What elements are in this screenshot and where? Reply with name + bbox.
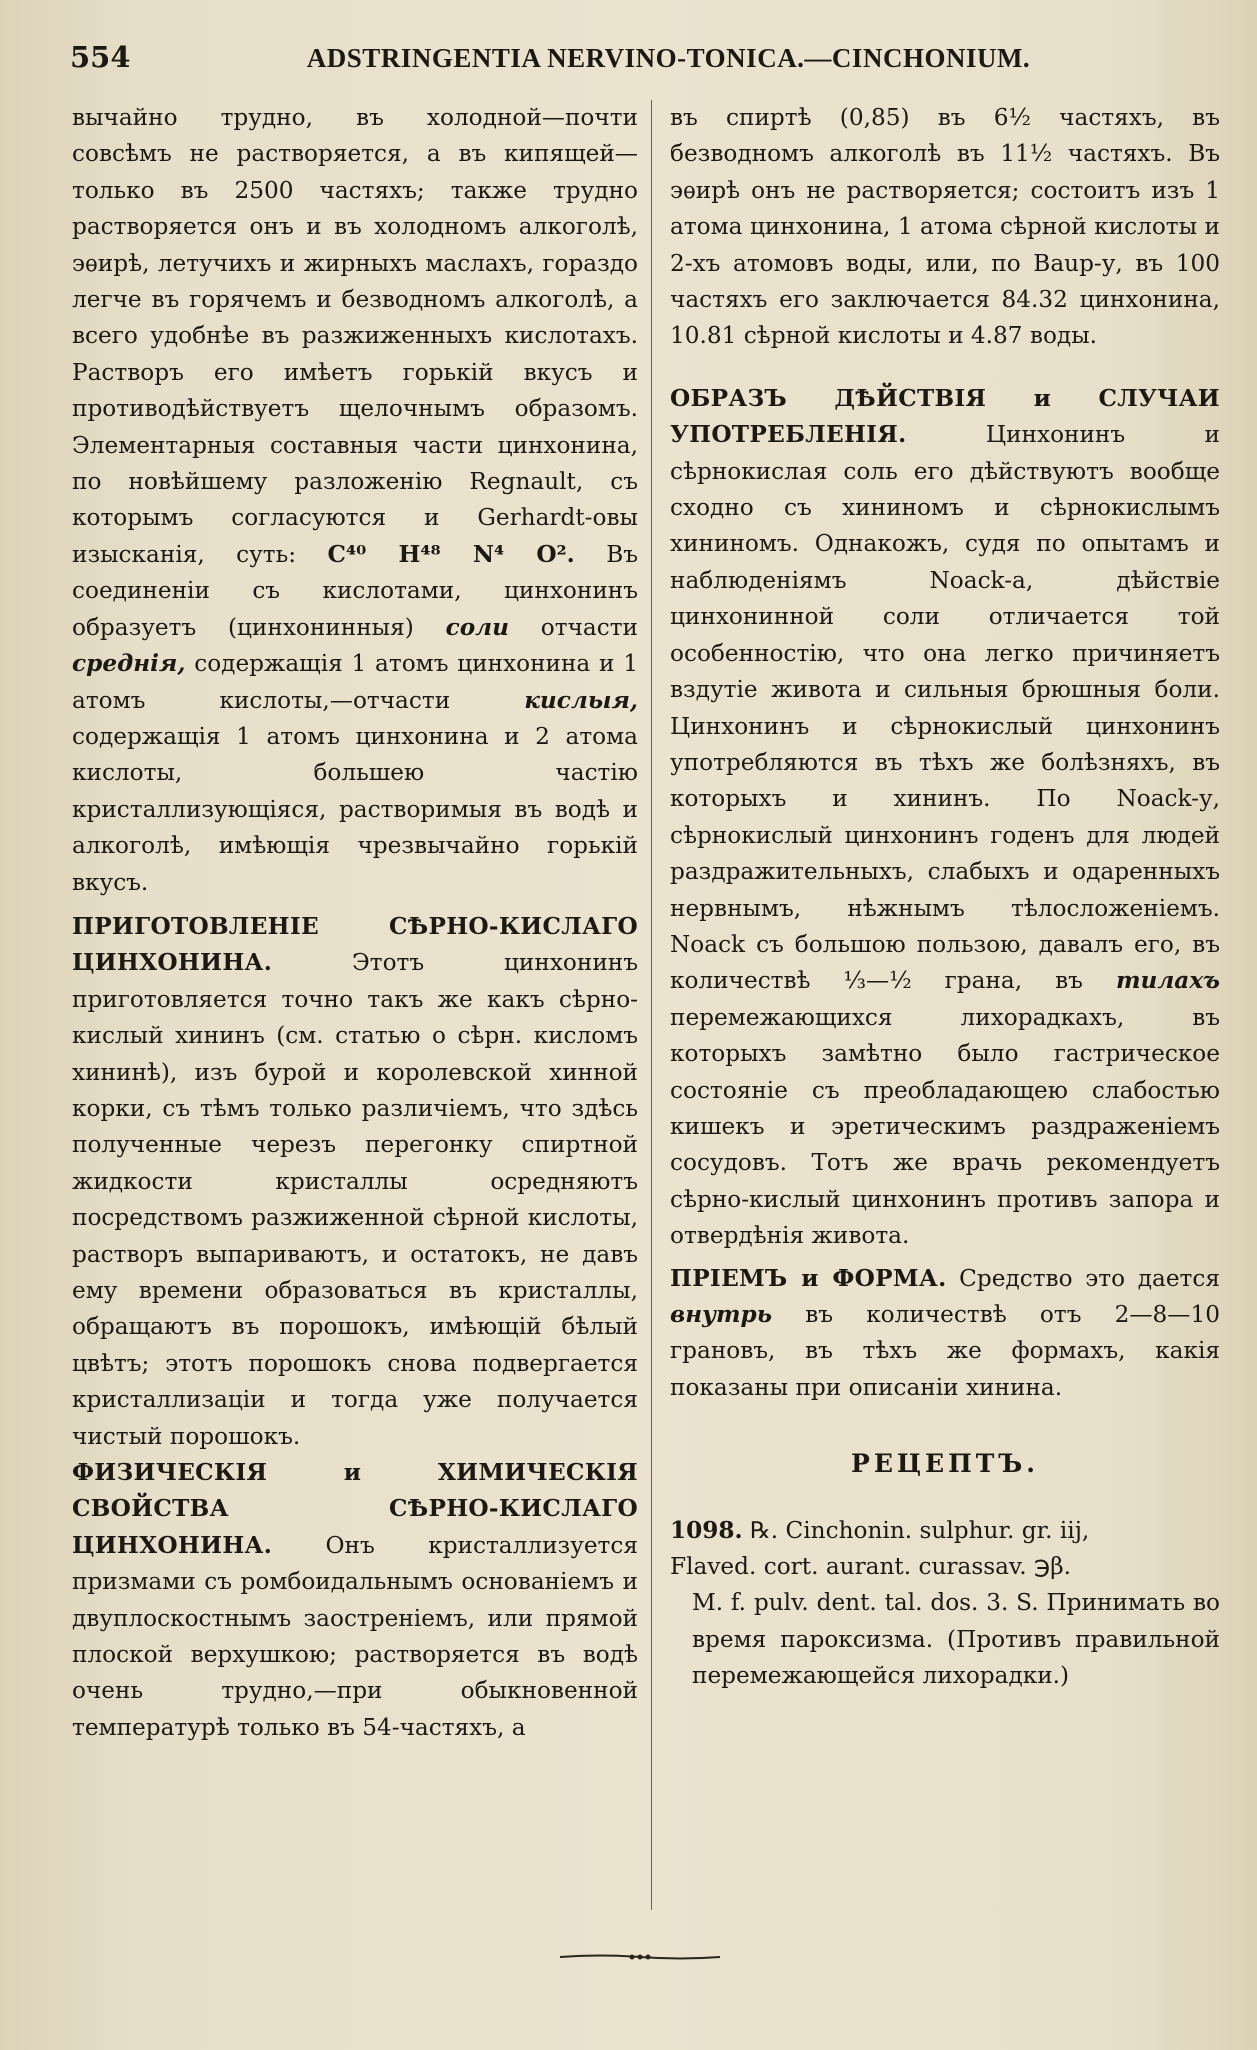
paragraph-text: Цинхонинъ и сѣрнокислая соль его дѣйствуютъ вообще сходно съ хининомъ и сѣрнокислымъ хининомъ. Однакожъ, судя по опытамъ и наблюденіямъ Noack-а, дѣйствіе цинхонинной соли отличается той особенностію, что она легко причиняетъ вздутіе живота и сильныя брюшныя боли. Цинхонинъ и сѣрнокислый цинхонинъ употребляются въ тѣхъ же болѣзняхъ, въ которыхъ и хининъ. По Noack-у, сѣрнокислый цинхонинъ годенъ для людей раздражительныхъ, слабыхъ и одаренныхъ нервнымъ, нѣжнымъ тѣлосложеніемъ. Noack съ большою пользою, давалъ его, въ количествѣ ⅓—½ грана, въ: [670, 421, 1220, 995]
recipe-line: [670, 1585, 1220, 1694]
right-column: [670, 100, 1220, 1695]
chemical-formula: C⁴⁰ H⁴⁸ N⁴ O².: [327, 540, 575, 568]
recipe-line: [670, 1513, 1220, 1549]
paragraph-text: содержащія 1 атомъ цинхонина и 2 атома кислоты, большею частію кристаллизующіяся, растворимыя въ водѣ и алкоголѣ, имѣющія чрезвычайно горькій вкусъ.: [72, 722, 638, 896]
paragraph-text: Въ соединеніи съ кислотами, цинхонинъ образуетъ (цинхонинныя): [72, 540, 638, 641]
italic-term: кислыя,: [524, 686, 638, 714]
recipe-line: [670, 1549, 1220, 1585]
paragraph: [72, 100, 638, 901]
paragraph: [72, 1455, 638, 1746]
page-number: 554: [70, 40, 131, 74]
page-header: [70, 40, 1147, 80]
italic-term: внутрь: [670, 1301, 773, 1328]
italic-term: соли: [445, 613, 510, 641]
recipe-title: РЕЦЕПТЪ.: [851, 1449, 1039, 1479]
recipe-text: ℞. Cinchonin. sulphur. gr. iij,: [749, 1516, 1090, 1544]
paragraph-text: вычайно трудно, въ холодной—почти совсѣмъ не растворяется, а въ кипящей—только въ 2500 частяхъ; также трудно растворяется онъ и въ холодномъ алкоголѣ, эѳирѣ, летучихъ и жирныхъ маслахъ, гораздо легче въ горячемъ и безводномъ алкоголѣ, а всего удобнѣе въ разжиженныхъ кислотахъ. Растворъ его имѣетъ горькій вкусъ и противодѣйствуетъ щелочнымъ образомъ. Элементарныя составныя части цинхонина, по новѣйшему разложенію Regnault, съ которымъ согласуются и Gerhardt-овы изысканія, суть:: [72, 104, 638, 568]
column-divider: [651, 100, 652, 1910]
section-heading: ОБРАЗЪ ДѢЙСТВІЯ и СЛУЧАИ УПОТРЕБЛЕНІЯ.: [670, 384, 1220, 449]
ornament-rule: [560, 1950, 720, 1964]
paragraph-text: содержащія 1 атомъ цинхонина и 1 атомъ кислоты,—отчасти: [72, 650, 638, 714]
paragraph: [670, 381, 1220, 1255]
recipe-number: 1098.: [670, 1516, 743, 1544]
paragraph-text: Онъ кристаллизуется призмами съ ромбоидальнымъ основаніемъ и двуплоскостнымъ заостреніемъ, или прямой плоской верхушкою; растворяется въ водѣ очень трудно,—при обыкновенной температурѣ только въ 54-частяхъ, а: [72, 1531, 639, 1741]
paragraph-text: въ количествѣ отъ 2—8—10 грановъ, въ тѣхъ же формахъ, какія показаны при описаніи хинина.: [670, 1301, 1220, 1401]
paragraph-text: въ спиртѣ (0,85) въ 6½ частяхъ, въ безводномъ алкоголѣ въ 11½ частяхъ. Въ эѳирѣ онъ не растворяется; состоитъ изъ 1 атома цинхонина, 1 атома сѣрной кислоты и 2-хъ атомовъ воды, или, по Baup-у, въ 100 частяхъ его заключается 84.32 цинхонина, 10.81 сѣрной кислоты и 4.87 воды.: [670, 104, 1220, 350]
section-heading: ПРІЕМЪ и ФОРМА.: [670, 1264, 947, 1292]
paragraph: [72, 909, 638, 1455]
italic-term: среднія,: [72, 650, 186, 678]
paragraph-text: Средство это дается: [959, 1264, 1220, 1292]
paragraph: [670, 100, 1220, 355]
recipe: [670, 1513, 1220, 1695]
italic-term: тилахъ: [1115, 967, 1221, 995]
paragraph-text: отчасти: [540, 613, 639, 641]
recipe-text: Flaved. cort. aurant. curassav. ℈β.: [670, 1553, 1071, 1581]
left-column: [72, 100, 638, 1746]
paragraph-text: Этотъ цинхонинъ приготовляется точно такъ же какъ сѣрно-кислый хининъ (см. статью о сѣрн. кисломъ хининѣ), изъ бурой и королевской хинной корки, съ тѣмъ только различіемъ, что здѣсь полученные черезъ перегонку спиртной жидкости кристаллы осредняютъ посредствомъ разжиженной сѣрной кислоты, растворъ выпариваютъ, и остатокъ, не давъ ему времени образоваться въ кристаллы, обращаютъ въ порошокъ, имѣющій бѣлый цвѣтъ; этотъ порошокъ снова подвергается кристаллизаціи и тогда уже получается чистый порошокъ.: [72, 949, 638, 1450]
paragraph: [670, 1261, 1220, 1407]
paragraph-text: перемежающихся лихорадкахъ, въ которыхъ замѣтно было гастрическое состояніе съ преобладающею слабостью кишекъ и эретическимъ раздраженіемъ сосудовъ. Тотъ же врачь рекомендуетъ сѣрно-кислый цинхонинъ противъ запора и отвердѣнія живота.: [670, 1003, 1220, 1250]
section-heading: ФИЗИЧЕСКІЯ и ХИМИЧЕСКІЯ СВОЙСТВА СѢРНО-КИСЛАГО ЦИНХОНИНА.: [72, 1459, 638, 1559]
section-heading: ПРИГОТОВЛЕНІЕ СѢРНО-КИСЛАГО ЦИНХОНИНА.: [72, 912, 638, 977]
running-title: ADSTRINGENTIA NERVINO-TONICA.—CINCHONIUM.: [306, 43, 1031, 73]
recipe-text: M. f. pulv. dent. tal. dos. 3. S. Принимать во время пароксизма. (Противъ правильной перемежающейся лихорадки.): [692, 1589, 1220, 1690]
